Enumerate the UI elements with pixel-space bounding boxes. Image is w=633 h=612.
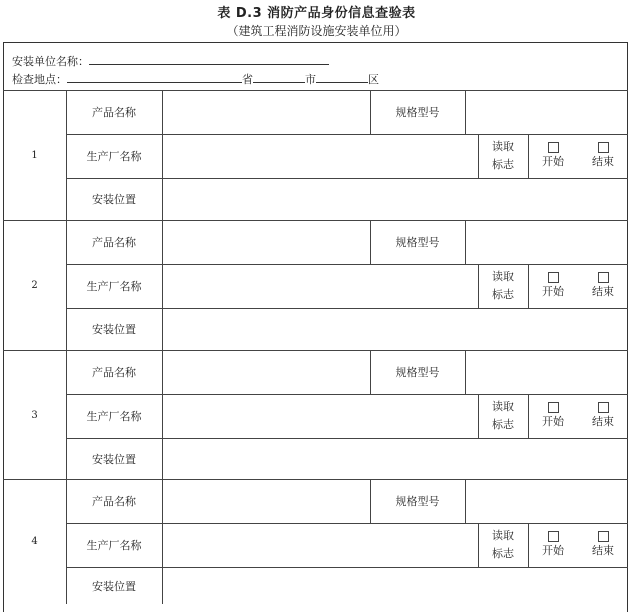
row-number: 4 [31,536,38,547]
product-name-label: 产品名称 [92,495,136,508]
install-position-label: 安装位置 [92,323,136,336]
product-name-label: 产品名称 [92,106,136,119]
read-start-option [542,402,564,431]
install-unit-field[interactable] [89,54,329,65]
read-end-label: 结束 [592,543,614,557]
read-mark-text: 读取 [492,529,514,542]
manufacturer-label: 生产厂名称 [86,410,142,423]
read-start-checkbox-cell [528,523,578,567]
read-start-label: 开始 [542,154,564,168]
location-field[interactable] [67,72,242,83]
district-label: 区 [368,73,379,86]
read-mark-text: 标志 [492,158,514,171]
read-mark-text: 读取 [492,400,514,413]
install-position-field[interactable] [162,567,628,604]
district-field[interactable] [316,72,368,83]
province-label: 省 [242,73,253,86]
product-name-label: 产品名称 [92,366,136,379]
manufacturer-field[interactable] [162,523,478,567]
read-start-label: 开始 [542,543,564,557]
read-mark-label [478,523,528,567]
read-end-checkbox[interactable] [598,531,609,542]
read-end-option [592,142,614,171]
read-mark-label [478,264,528,308]
read-start-label: 开始 [542,414,564,428]
install-position-label: 安装位置 [92,453,136,466]
model-label: 规格型号 [395,106,440,119]
read-mark-text: 读取 [492,140,514,153]
read-start-option [542,531,564,560]
read-start-checkbox[interactable] [548,531,559,542]
model-label: 规格型号 [395,366,440,379]
read-end-checkbox-cell [578,523,628,567]
read-end-option [592,402,614,431]
row-number: 3 [31,409,38,421]
city-label: 市 [305,73,316,86]
read-mark-text: 标志 [492,418,514,431]
model-field[interactable] [465,220,628,264]
read-mark-text: 标志 [492,288,514,301]
read-end-checkbox[interactable] [598,142,609,153]
read-end-checkbox-cell [578,264,628,308]
manufacturer-label: 生产厂名称 [86,539,142,552]
read-mark-text: 读取 [492,270,514,283]
install-unit-line [12,53,329,69]
read-end-label: 结束 [592,414,614,428]
manufacturer-field[interactable] [162,394,478,438]
read-end-checkbox[interactable] [598,402,609,413]
product-name-field[interactable] [162,479,370,523]
model-label: 规格型号 [395,236,440,249]
product-name-field[interactable] [162,90,370,134]
read-end-option [592,531,614,560]
read-start-checkbox[interactable] [548,142,559,153]
read-end-checkbox-cell [578,134,628,178]
read-start-checkbox[interactable] [548,272,559,283]
read-start-label: 开始 [542,284,564,298]
inspection-location-line [12,71,379,87]
city-field[interactable] [253,72,305,83]
read-start-option [542,142,564,171]
product-name-field[interactable] [162,350,370,394]
manufacturer-label: 生产厂名称 [86,150,142,163]
read-start-checkbox[interactable] [548,402,559,413]
manufacturer-field[interactable] [162,134,478,178]
model-field[interactable] [465,90,628,134]
read-mark-text: 标志 [492,547,514,560]
read-end-option [592,272,614,301]
install-position-field[interactable] [162,308,628,350]
read-start-checkbox-cell [528,394,578,438]
row-number: 1 [31,149,38,161]
install-position-field[interactable] [162,178,628,220]
read-start-checkbox-cell [528,264,578,308]
read-end-checkbox[interactable] [598,272,609,283]
read-start-option [542,272,564,301]
product-name-label: 产品名称 [92,236,136,249]
product-name-field[interactable] [162,220,370,264]
table-title: 表 D.3 消防产品身份信息查验表 [217,6,416,21]
install-unit-label: 安装单位名称： [12,55,89,68]
model-field[interactable] [465,350,628,394]
read-end-label: 结束 [592,284,614,298]
install-position-label: 安装位置 [92,579,136,593]
table-subtitle: （建筑工程消防设施安装单位用） [226,24,407,38]
manufacturer-field[interactable] [162,264,478,308]
location-label: 检查地点： [12,73,67,86]
read-mark-label [478,134,528,178]
row-number: 2 [31,279,38,291]
install-position-label: 安装位置 [92,193,136,206]
model-label: 规格型号 [395,495,440,508]
read-end-label: 结束 [592,154,614,168]
model-field[interactable] [465,479,628,523]
read-end-checkbox-cell [578,394,628,438]
install-position-field[interactable] [162,438,628,480]
manufacturer-label: 生产厂名称 [86,280,142,293]
read-start-checkbox-cell [528,134,578,178]
read-mark-label [478,394,528,438]
